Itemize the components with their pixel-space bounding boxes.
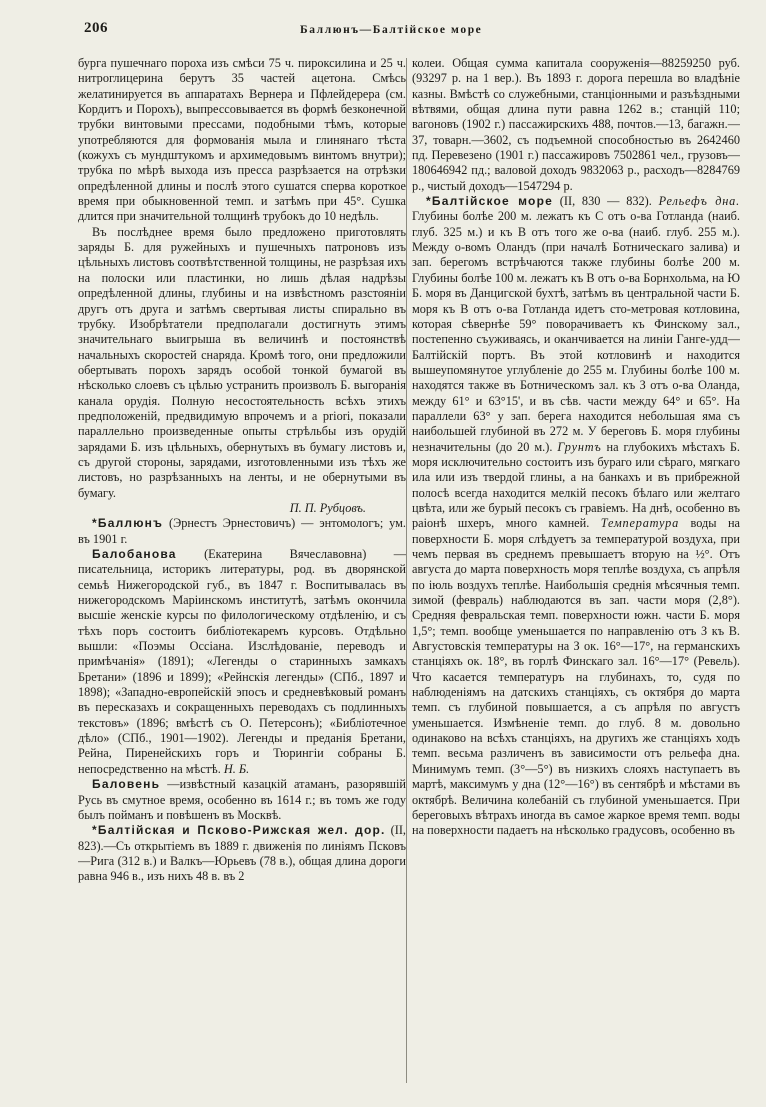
ballistite-continuation: бурга пушечнаго пороха изъ смѣси 75 ч. пироксилина и 25 ч. нитроглицерина берутъ 35 частей ацетона. Смѣсь желатинируется въ аппаратахъ Вернера и Пфлейдерера (см. Кордитъ и Порохъ), выпрессовывается въ формѣ безконечной трубки винтовыми прессами, подобными тѣмъ, которые употребляются для формованія мыла и глинянаго тѣста (кожухъ съ мундштукомъ и архимедовымъ винтомъ внутри); трубка по мѣрѣ выхода изъ пресса разрѣзается на отрѣзки опредѣленной длины и послѣ этого сушатся сперва короткое время при обыкновенной темп. и затѣмъ при 45°. Сушка длится при значительной толщинѣ трубокъ до 10 недѣль. xyxy=(78,56,406,224)
entry-ballyun xyxy=(78,516,406,547)
entry-heading: Балобанова xyxy=(92,547,177,561)
left-column xyxy=(78,56,406,1086)
right-column xyxy=(412,56,740,1086)
running-head: Баллюнъ—Балтійское море xyxy=(300,24,483,36)
entry-text: воды на поверхности Б. моря слѣдуетъ за температурой воздуха, при чемъ первая въ среднемъ превышаетъ вторую на ½°. Отъ августа до марта поверхность моря теплѣе воздуха, съ апрѣля по іюль воздухъ теплѣе. Наибольшія среднія мѣсячныя темп. зимой (февраль) наблюдаются въ зап. части моря (2,8°). Средняя февральская темп. поверхности южн. части Б. моря 1,5°; темп. вообще уменьшается по направленію отъ З къ В. Августовскія температуры на З ок. 16°—17°, на германскихъ станціяхъ ок. 18°, въ горлѣ Финскаго зал. 16°—17° (Ревель). Что касается температуръ на глубинахъ, то, судя по наблюденіямъ на датскихъ станціяхъ, съ октября до марта темп. съ глубиной повышается, а съ апрѣля по августъ уменьшается. Измѣненіе темп. до глуб. 8 м. довольно одинаково на всѣхъ станціяхъ, на другихъ же станціяхъ ходъ темп. весьма различенъ въ зависимости отъ рельефа дна. Минимумъ темп. (3°—5°) въ низкихъ слояхъ наступаетъ въ мартѣ, максимумъ у дна (12°—16°) въ сентябрѣ и мѣстами въ октябрѣ. Величина колебаній съ глубиной уменьшается. При береговыхъ вѣтрахъ иногда въ самое жаркое время темп. воды на поверхности падаетъ на нѣсколько градусовъ, особенно въ xyxy=(412,516,740,838)
entry-text: —извѣстный казацкій атаманъ, разорявшій Русь въ смутное время, особенно въ 1614 г.; въ томъ же году былъ пойманъ и повѣшенъ въ Москвѣ. xyxy=(78,777,406,822)
entry-text: Глубины болѣе 200 м. лежатъ къ С отъ о-ва Готланда (наиб. глуб. 325 м.) и къ В отъ того же о-ва (наиб. глуб. 255 м.). Между о-вомъ Оландъ (при началѣ Ботническаго залива) и зап. берегомъ встрѣчаются также глубины болѣе 200 м. Глубины болѣе 100 м. лежатъ къ В отъ о-ва Борнхольма, на Ю Б. моря въ Данцигской бухтѣ, затѣмъ въ центральной части Б. моря къ В отъ о-ва Готланда идетъ сто-метровая котловина, которая сѣвернѣе 59° поворачиваетъ къ Финскому зал., постепенно съуживаясь, и оканчивается на линіи Ганге-удд—Балтійскій портъ. Въ этой котловинѣ и находится вышеупомянутое углубленіе до 255 м. Глубины болѣе 100 м. находятся также въ Ботническомъ зал. къ З отъ о-ва Оланда, между 61° и 63°15', и въ сѣв. части между 64° и 65°. На параллели 63° у зап. берега находится небольшая яма съ наибольшей глубиной въ 272 м. У береговъ Б. моря глубины незначительны (до 20 м.). xyxy=(412,209,740,454)
entry-heading: *Балтійское море xyxy=(426,194,553,209)
entry-text: (Екатерина Вячеславовна) —писательница, историкъ литературы, род. въ дворянской семьѣ Нижегородской губ., въ 1847 г. Воспитывалась въ нижегородскомъ Маріинскомъ институтѣ, затѣмъ окончила высшіе женскіе курсы по филологическому отдѣленію, и съ тѣхъ поръ состоитъ библіотекаремъ курсовъ. Отдѣльно вышли: «Поэмы Оссіана. Изслѣдованіе, переводъ и примѣчанія» (1891); «Легенды о старинныхъ замкахъ Бретани» (1896 и 1899); «Рейнскія легенды» (СПб., 1897 и 1898); «Западно-европейскій эпосъ и средневѣковый романъ въ пересказахъ и сокращенныхъ переводахъ съ подлинныхъ текстовъ» (1896; вмѣстѣ съ О. Петерсонъ); «Библіотечное дѣло» (СПб., 1901—1902). Легенды и преданія Бретани, Рейна, Пиренейскихъ горъ и Тюрингіи собраны Б. непосредственно на мѣстѣ. xyxy=(78,547,406,776)
entry-baltic-railway xyxy=(78,823,406,884)
entry-heading: Баловень xyxy=(92,777,161,792)
entry-balobanova xyxy=(78,547,406,777)
entry-heading: *Балтійская и Псково-Рижская жел. дор. xyxy=(92,823,386,838)
entry-reference: (II, 830 — 832). xyxy=(559,194,652,209)
entry-baloven xyxy=(78,777,406,823)
subheading-temperature: Температура xyxy=(600,516,680,531)
entry-text: на глубокихъ мѣстахъ Б. моря исключительно состоитъ изъ бураго или сѣраго, мягкаго ила или изъ твердой глины, а на банкахъ и въ прибрежной полосѣ всегда находится мелкій песокъ бѣлаго или желтаго цвѣта, или же бурый песокъ съ гравіемъ. На днѣ, особенно въ раіонѣ шхеръ, много камней. xyxy=(412,439,740,531)
entry-baltic-sea xyxy=(412,194,740,838)
entry-text: (Эрнестъ Эрнестовичъ) — энтомологъ; ум. въ 1901 г. xyxy=(78,516,406,546)
ballistite-paragraph-2: Въ послѣднее время было предложено приготовлять заряды Б. для ружейныхъ и пушечныхъ патроновъ изъ цѣльныхъ листовъ соотвѣтственной толщины, не разрѣзая ихъ на полоски или пластинки, но лишь дѣлая надрѣзы опредѣленной длины, глубины и на извѣстномъ разстояніи другъ отъ друга и затѣмъ свертывая листы спирально въ трубку. Изобрѣтатели предполагали достигнуть этимъ значительнаго выигрыша въ величинѣ и постоянствѣ начальныхъ скоростей снаряда. Кромѣ того, они предложили обертывать порохъ зарядъ особой тонкой бумагой въ нѣсколько слоевъ съ цѣлью устранить произволъ Б. выгоранія канала орудія. Полную несостоятельность всѣхъ этихъ предположеній, предвидимую впрочемъ и а priori, показали параллельно произведенные опыты стрѣльбы изъ орудій зарядами Б. изъ цѣльныхъ, обернутыхъ въ бумагу листовъ и, съ другой стороны, зарядами, изготовленными изъ тѣхъ же листовъ, но разрѣзанныхъ на ленты, и не обернутыми въ бумагу. xyxy=(78,224,406,500)
subheading-relief: Рельефъ дна. xyxy=(658,194,740,209)
author-signature: Н. Б. xyxy=(223,761,250,776)
column-rule xyxy=(406,58,407,1083)
railway-continuation: колеи. Общая сумма капитала сооруженія—88259250 руб. (93297 р. на 1 вер.). Въ 1893 г. дорога перешла во владѣніе казны. Вмѣстѣ со служебными, станціонными и разъѣздными вѣтвями, общая длина пути равна 1262 в.; станцій 110; вагоновъ (1902 г.) пассажирскихъ 488, почтов.—13, багажн.—37, товарн.—3602, съ подъемной способностью въ 2642460 пд. Перевезено (1901 г.) пассажировъ 7502861 чел., грузовъ—180646942 пд.; валовой доходъ 9832063 р., расходъ—8284769 р., чистый доходъ—1547294 р. xyxy=(412,56,740,193)
page-number: 206 xyxy=(84,20,108,36)
entry-heading: *Баллюнъ xyxy=(92,516,164,531)
author-signature: П. П. Рубцовъ. xyxy=(289,500,366,515)
subheading-soil: Грунтъ xyxy=(557,439,602,454)
entry-text: (II, 823).—Съ открытіемъ въ 1889 г. движенія по линіямъ Псковъ—Рига (312 в.) и Валкъ—Юрьевъ (78 в.), общая длина дороги равна 946 в., изъ нихъ 48 в. въ 2 xyxy=(78,823,406,884)
